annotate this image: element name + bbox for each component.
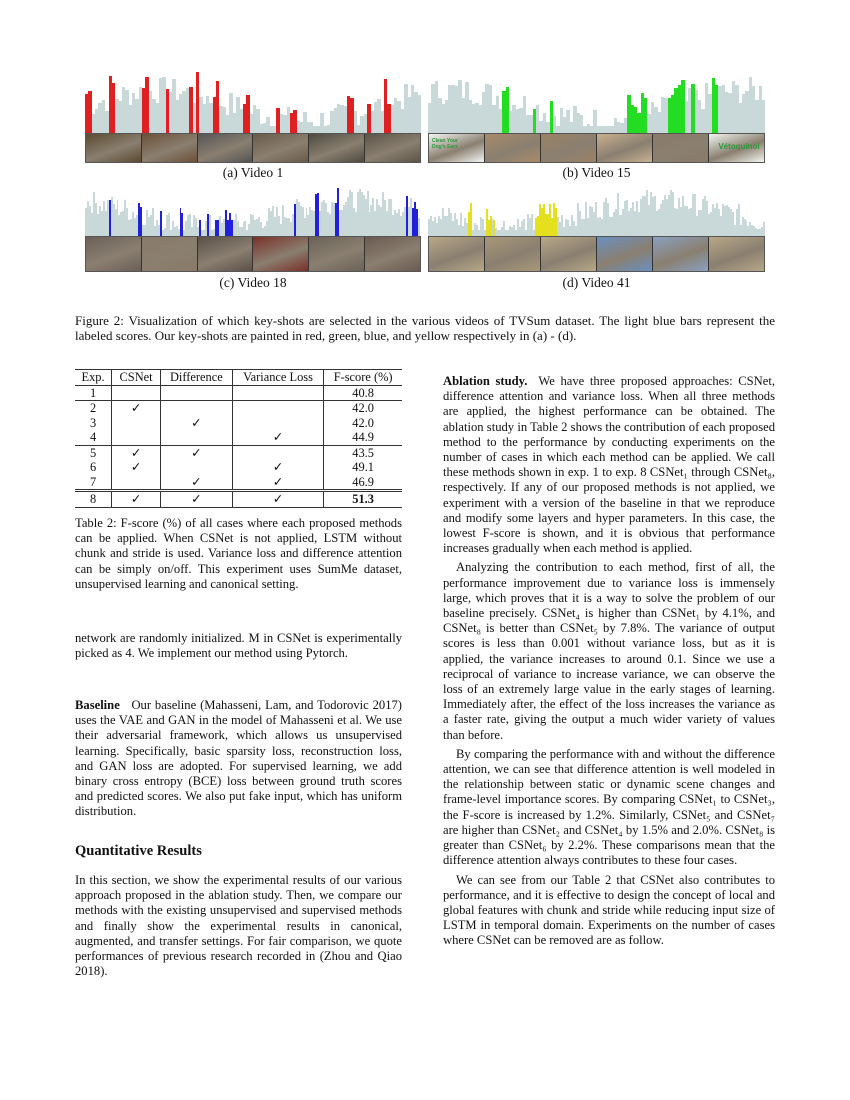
col-csnet: CSNet xyxy=(112,370,161,386)
keyframe-thumbnail xyxy=(86,237,142,271)
csnet-cell: ✓ xyxy=(112,491,161,508)
col-exp: Exp. xyxy=(75,370,112,386)
csnet-cell xyxy=(112,475,161,491)
table-row xyxy=(75,491,402,508)
figure-panel-c xyxy=(85,185,421,295)
table-row xyxy=(75,430,402,445)
subfigure-caption: (d) Video 41 xyxy=(562,275,631,290)
difference-cell xyxy=(160,430,232,445)
quantitative-results-heading: Quantitative Results xyxy=(75,843,202,859)
keyframe-thumbnail xyxy=(653,237,709,271)
keyframe-thumbnail xyxy=(142,134,198,162)
table-row xyxy=(75,445,402,460)
variance-loss-cell: ✓ xyxy=(232,475,324,491)
fscore-cell: 42.0 xyxy=(324,401,402,416)
figure-panel-b xyxy=(428,72,765,184)
table-row xyxy=(75,416,402,431)
score-bar xyxy=(418,218,420,236)
difference-cell xyxy=(160,460,232,475)
paragraph-variance: Analyzing the contribution to each method, first of all, the performance improvement due to variance loss is immensely large, which proves that it is a way to solve the problem of our baseline precisely. CSNet₄ is higher than CSNet₁ by 4.1%, and CSNet₈ is better than CSNet₅ by 7.8%. The variance of output scores is less than 0.001 without variance loss, but as it is applied, the variance increases to around 0.1. Since we use a reciprocal of variance to increase variance, we can observe the loss of an extremely large value in the early stages of learning. Immediately after, the effect of the loss increases the variance as a faster rate, giving the output a much wider variety of values than before. xyxy=(443,560,775,742)
keyframe-thumbnail xyxy=(597,237,653,271)
variance-loss-cell: ✓ xyxy=(232,460,324,475)
difference-cell: ✓ xyxy=(160,445,232,460)
keyframe-thumbnail xyxy=(365,134,420,162)
score-bars xyxy=(428,185,765,236)
col-variance-loss: Variance Loss xyxy=(232,370,324,386)
csnet-cell xyxy=(112,385,161,401)
keyframe-thumbnail xyxy=(198,134,254,162)
keyframe-strip xyxy=(428,236,765,272)
keyframe-thumbnail xyxy=(309,237,365,271)
fscore-cell: 42.0 xyxy=(324,416,402,431)
table-row xyxy=(75,401,402,416)
exp-cell: 4 xyxy=(89,430,97,445)
score-bar xyxy=(763,222,765,236)
keyframe-thumbnail xyxy=(253,134,309,162)
csnet-cell: ✓ xyxy=(112,460,161,475)
exp-cell: 8 xyxy=(75,491,112,508)
keyframe-thumbnail xyxy=(86,134,142,162)
table-row xyxy=(75,460,402,475)
keyframe-thumbnail xyxy=(309,134,365,162)
ad-title-right: Vétoquinol xyxy=(718,142,760,151)
csnet-cell xyxy=(112,430,161,445)
score-bar xyxy=(418,95,421,133)
keyframe-thumbnail xyxy=(365,237,420,271)
keyframe-strip xyxy=(85,133,421,163)
figure-caption: Figure 2: Visualization of which key-shots are selected in the various videos of TVSum dataset. The light blue bars represent the labeled scores. Our key-shots are painted in red, green, blue, and yellow respectively in (a) - (d). xyxy=(75,313,775,344)
keyframe-thumbnail xyxy=(142,237,198,271)
csnet-cell: ✓ xyxy=(112,445,161,460)
subfigure-caption: (c) Video 18 xyxy=(219,275,287,290)
keyframe-thumbnail xyxy=(253,237,309,271)
subfigure-caption: (b) Video 15 xyxy=(562,165,631,180)
exp-cell: 6 xyxy=(89,460,97,475)
keyframe-thumbnail xyxy=(709,237,764,271)
col-difference: Difference xyxy=(160,370,232,386)
exp-cell: 3 xyxy=(89,415,97,430)
keyframe-thumbnail xyxy=(653,134,709,162)
baseline-section xyxy=(75,698,402,820)
exp-cell: 1 xyxy=(89,385,97,400)
exp-cell: 5 xyxy=(75,445,112,460)
variance-loss-cell xyxy=(232,385,324,401)
score-bars xyxy=(85,72,421,133)
score-bar xyxy=(762,100,765,133)
keyframe-thumbnail xyxy=(485,237,541,271)
fscore-cell: 51.3 xyxy=(324,491,402,508)
col-fscore: F-score (%) xyxy=(324,370,402,386)
fscore-cell: 46.9 xyxy=(324,475,402,491)
ablation-table xyxy=(75,369,402,508)
difference-cell: ✓ xyxy=(160,475,232,491)
figure-panel-d xyxy=(428,185,765,295)
paragraph-csnet: We can see from our Table 2 that CSNet also contributes to performance, and it is effective to design the concept of local and global features with chunk and stride while reducing input size of LSTM in temporal domain. Experiments on the number of cases where CSNet can be removed are as follow. xyxy=(443,872,775,948)
variance-loss-cell xyxy=(232,401,324,416)
fscore-cell: 49.1 xyxy=(324,460,402,475)
variance-loss-cell xyxy=(232,416,324,431)
score-bars xyxy=(85,185,421,236)
ablation-text: We have three proposed approaches: CSNet, difference attention and variance loss. When all three methods are applied, the highest performance can be obtained. The ablation study in Table 2 shows the contribution of each proposed method to the performance by conducting experiments on the number of cases in which each method can be applied. We call these methods shown in exp. 1 to exp. 8 CSNet₁ through CSNet₈, respectively. If any of our proposed methods is not applied, we experiment with a version of the baseline in that we reproduce and modify some layers and hyper parameters. In this case, the lowest F-score is shown, and it is obvious that performance increases gradually when each method is applied. xyxy=(443,374,775,556)
fscore-cell: 40.8 xyxy=(324,385,402,401)
variance-loss-cell xyxy=(232,445,324,460)
keyframe-strip xyxy=(85,236,421,272)
fscore-cell: 44.9 xyxy=(324,430,402,445)
ablation-heading: Ablation study. xyxy=(443,374,528,388)
keyframe-thumbnail xyxy=(198,237,254,271)
table-row xyxy=(75,385,402,401)
table-row xyxy=(75,475,402,491)
keyframe-thumbnail xyxy=(597,134,653,162)
variance-loss-cell: ✓ xyxy=(232,430,324,445)
difference-cell xyxy=(160,385,232,401)
difference-cell: ✓ xyxy=(160,491,232,508)
difference-cell: ✓ xyxy=(160,416,232,431)
paragraph-difference: By comparing the performance with and without the difference attention, we can see that difference attention is well modeled in the relationship between static or dynamic scene changes and frame-level importance scores. By comparing CSNet₁ to CSNet₃, the F-score is increased by 1.2%. Similarly, CSNet₅ and CSNet₇ are higher than CSNet₂ and CSNet₄ by 1.5% and 2.0%. CSNet₈ is greater than CSNet₆ by 2.2%. These comparisons mean that the difference attention always contributes to these four cases. xyxy=(443,746,775,868)
ad-title-left: Clean Your Dog's Ears xyxy=(432,138,458,150)
table-caption: Table 2: F-score (%) of all cases where each proposed methods can be applied. When CSNet is not applied, LSTM without chunk and stride is used. Variance loss and difference attention can be simply on/off. This experiment uses SumMe dataset, unsupervised learning and canonical setting. xyxy=(75,516,402,591)
variance-loss-cell: ✓ xyxy=(232,491,324,508)
exp-cell: 7 xyxy=(89,474,97,489)
subfigure-caption: (a) Video 1 xyxy=(222,165,284,180)
paragraph-network: network are randomly initialized. M in CSNet is experimentally picked as 4. We implement our method using Pytorch. xyxy=(75,631,402,661)
baseline-text: Our baseline (Mahasseni, Lam, and Todorovic 2017) uses the VAE and GAN in the model of Mahasseni et al. We use their adversarial framework, which allows us unsupervised learning. Specifically, basic sparsity loss, reconstruction loss, and GAN loss are adopted. For supervised learning, we add binary cross entropy (BCE) loss between ground truth scores and predicted scores. We also put fake input, which has uniform distribution. xyxy=(75,698,402,819)
keyframe-thumbnail xyxy=(541,134,597,162)
keyframe-thumbnail xyxy=(429,237,485,271)
quantitative-results-text: In this section, we show the experimental results of our various approach proposed in the ablation study. Then, we compare our methods with the existing unsupervised and supervised methods and finally show the experimental results in canonical, augmented, and transfer settings. For fair comparison, we quote performances of previous research recorded in (Zhou and Qiao 2018). xyxy=(75,873,402,979)
keyframe-thumbnail xyxy=(485,134,541,162)
exp-cell: 2 xyxy=(75,401,112,416)
right-column xyxy=(443,374,775,949)
keyframe-thumbnail xyxy=(541,237,597,271)
baseline-heading: Baseline xyxy=(75,698,120,712)
figure-panel-a xyxy=(85,72,421,184)
difference-cell xyxy=(160,401,232,416)
fscore-cell: 43.5 xyxy=(324,445,402,460)
score-bars xyxy=(428,72,765,133)
csnet-cell: ✓ xyxy=(112,401,161,416)
csnet-cell xyxy=(112,416,161,431)
